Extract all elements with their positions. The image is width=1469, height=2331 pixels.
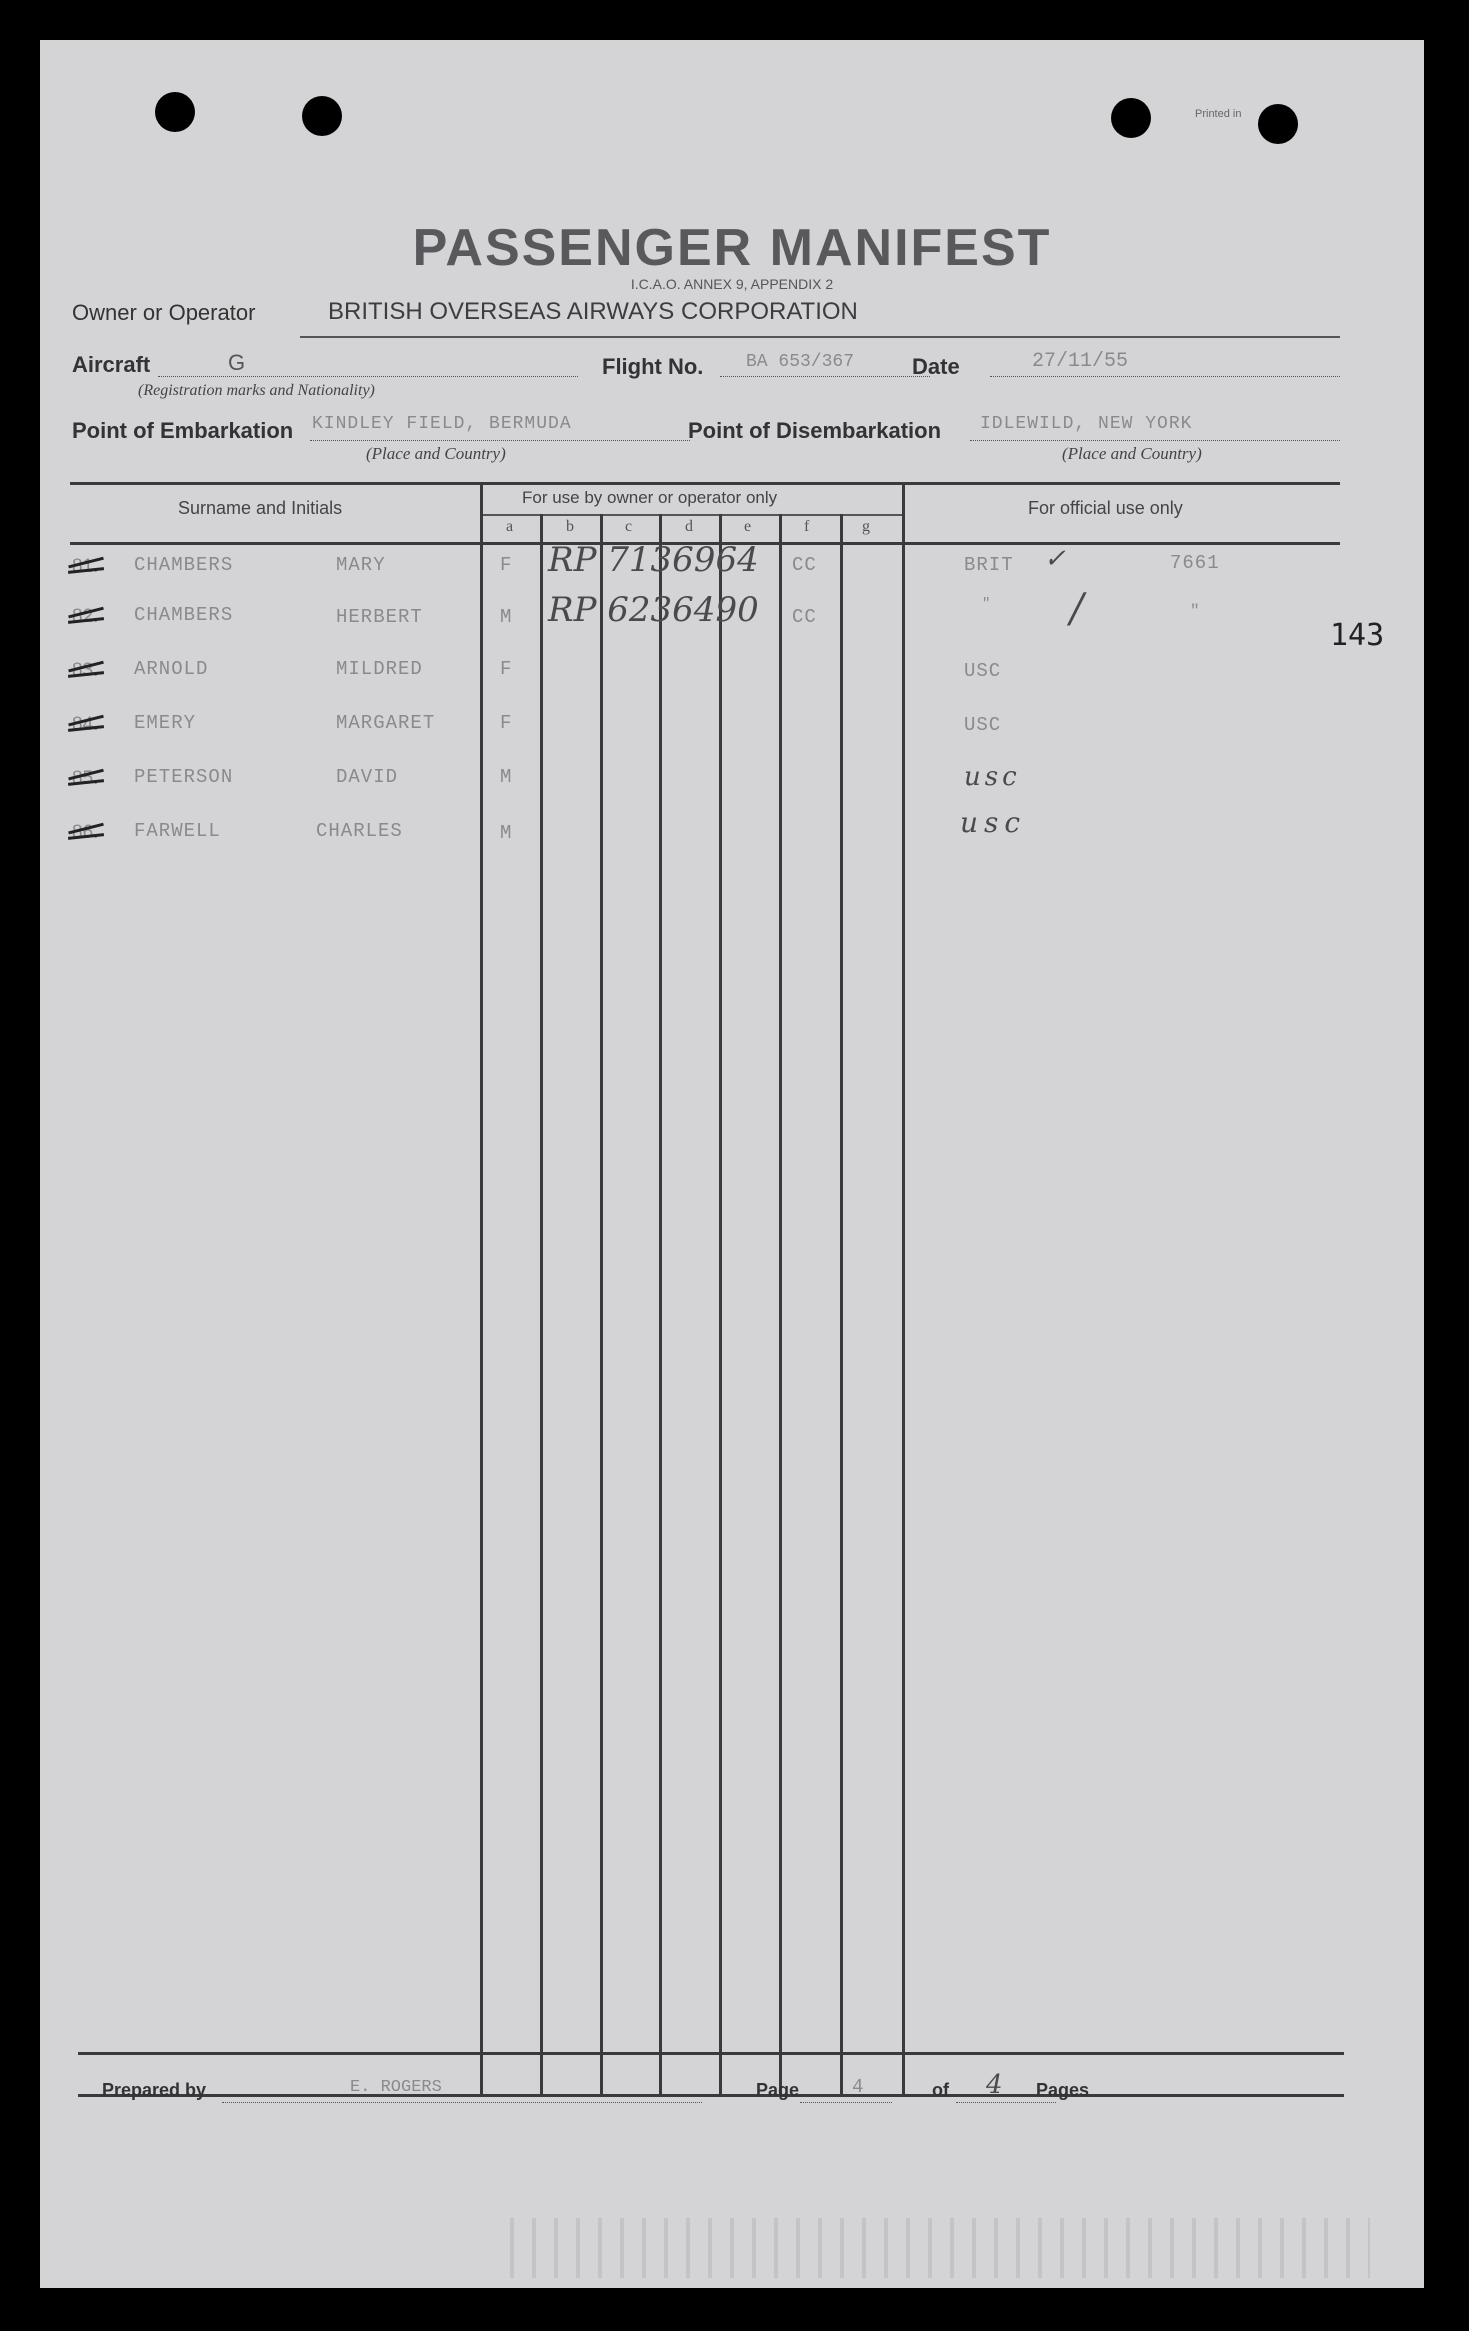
row-5-sex: M (500, 766, 513, 788)
row-3-surname: ARNOLD (134, 658, 209, 680)
subcol-header-rule (480, 514, 902, 516)
row-4-sex: F (500, 712, 513, 734)
row-2-check: / (1070, 586, 1085, 632)
subcol-d: d (685, 518, 693, 535)
row-1-sex: F (500, 554, 513, 576)
row-2-col-f: CC (792, 606, 817, 628)
row-6-surname: FARWELL (134, 820, 221, 842)
disembarkation-note: (Place and Country) (1062, 444, 1202, 463)
of-value: 4 (986, 2070, 1003, 2100)
col-header-surname: Surname and Initials (178, 498, 343, 518)
row-1-first: MARY (336, 554, 386, 576)
row-3-first: MILDRED (336, 658, 423, 680)
row-2-sex: M (500, 606, 513, 628)
bleed-through-marks (510, 2218, 1370, 2278)
table-col-rule-b (540, 514, 543, 2094)
flight-value: BA 653/367 (746, 352, 855, 372)
aircraft-rule (158, 376, 578, 377)
row-5-nationality: usc (964, 762, 1021, 792)
row-5-first: DAVID (336, 766, 399, 788)
row-1-col-f: CC (792, 554, 817, 576)
aircraft-label: Aircraft (72, 352, 151, 377)
prepared-by-rule (222, 2102, 702, 2103)
col-header-official: For official use only (1028, 498, 1183, 518)
punch-hole-left-1 (155, 92, 195, 132)
row-2-first: HERBERT (336, 606, 423, 628)
table-col-rule-c (600, 514, 603, 2094)
row-3-sex: F (500, 658, 513, 680)
flight-rule (720, 376, 930, 377)
embarkation-value: KINDLEY FIELD, BERMUDA (312, 414, 572, 434)
row-5-number: 85. (72, 768, 99, 789)
table-col-rule-official (902, 482, 905, 2094)
punch-hole-left-2 (302, 96, 342, 136)
row-3-nationality: USC (964, 660, 1002, 682)
table-top-rule (70, 482, 1340, 485)
col-header-owner: For use by owner or operator only (522, 488, 778, 507)
footer-top-rule (78, 2052, 1344, 2055)
row-4-first: MARGARET (336, 712, 436, 734)
aircraft-note: (Registration marks and Nationality) (138, 382, 375, 399)
row-1-passport: RP 7136964 (548, 540, 759, 580)
row-1-check: ✓ (1044, 544, 1067, 574)
row-6-first: CHARLES (316, 820, 403, 842)
prepared-by-label: Prepared by (102, 2080, 207, 2100)
row-3-number: 83. (72, 660, 99, 681)
operator-label: Owner or Operator (72, 300, 256, 325)
subcol-f: f (804, 518, 810, 535)
page-label: Page (756, 2080, 800, 2100)
row-2-number: 82. (72, 606, 99, 627)
of-rule (956, 2102, 1056, 2103)
table-col-rule-g (840, 514, 843, 2094)
of-label: of (932, 2080, 949, 2100)
footer-bottom-rule (78, 2094, 1344, 2097)
subcol-c: c (625, 518, 633, 535)
margin-number: 143 (1330, 618, 1385, 653)
row-4-number: 84. (72, 714, 99, 735)
operator-value: BRITISH OVERSEAS AIRWAYS CORPORATION (328, 298, 858, 325)
disembarkation-rule (970, 440, 1340, 441)
embarkation-label: Point of Embarkation (72, 418, 294, 443)
subcol-g: g (862, 518, 870, 535)
row-1-nationality: BRIT (964, 554, 1014, 576)
row-6-nationality: usc (960, 806, 1027, 839)
row-5-surname: PETERSON (134, 766, 234, 788)
page-rule (800, 2102, 892, 2103)
flight-label: Flight No. (602, 354, 704, 379)
operator-rule (300, 336, 1340, 338)
row-2-passport: RP 6236490 (548, 590, 759, 630)
row-2-reference: " (1190, 602, 1201, 620)
disembarkation-value: IDLEWILD, NEW YORK (980, 414, 1193, 434)
table-col-rule-d (659, 514, 662, 2094)
date-rule (990, 376, 1340, 377)
disembarkation-label: Point of Disembarkation (688, 418, 942, 443)
embarkation-rule (310, 440, 690, 441)
table-col-rule-a (480, 482, 483, 2094)
page-subtitle: I.C.A.O. ANNEX 9, APPENDIX 2 (630, 276, 834, 292)
row-1-reference: 7661 (1170, 552, 1220, 574)
table-col-rule-e (719, 514, 722, 2094)
pages-label: Pages (1036, 2080, 1090, 2100)
prepared-by-value: E. ROGERS (350, 2078, 442, 2097)
page-value: 4 (852, 2076, 864, 2098)
embarkation-note: (Place and Country) (366, 444, 506, 463)
row-4-surname: EMERY (134, 712, 197, 734)
punch-hole-right-2 (1258, 104, 1298, 144)
page-title: PASSENGER MANIFEST (412, 219, 1052, 277)
row-1-surname: CHAMBERS (134, 554, 234, 576)
row-1-number: 81. (72, 556, 99, 577)
row-2-nationality: " (982, 596, 992, 612)
subcol-b: b (566, 518, 574, 535)
table-col-rule-f (779, 514, 782, 2094)
date-value: 27/11/55 (1032, 350, 1129, 373)
row-4-nationality: USC (964, 714, 1002, 736)
manifest-page (40, 40, 1424, 2288)
punch-hole-right-1 (1111, 98, 1151, 138)
aircraft-value: G (228, 350, 246, 375)
row-6-sex: M (500, 822, 513, 844)
subcol-e: e (744, 518, 752, 535)
row-2-surname: CHAMBERS (134, 604, 234, 626)
corner-stamp: Printed in (1195, 108, 1242, 120)
row-6-number: 86. (72, 822, 99, 843)
subcol-a: a (506, 518, 514, 535)
date-label: Date (912, 354, 960, 379)
